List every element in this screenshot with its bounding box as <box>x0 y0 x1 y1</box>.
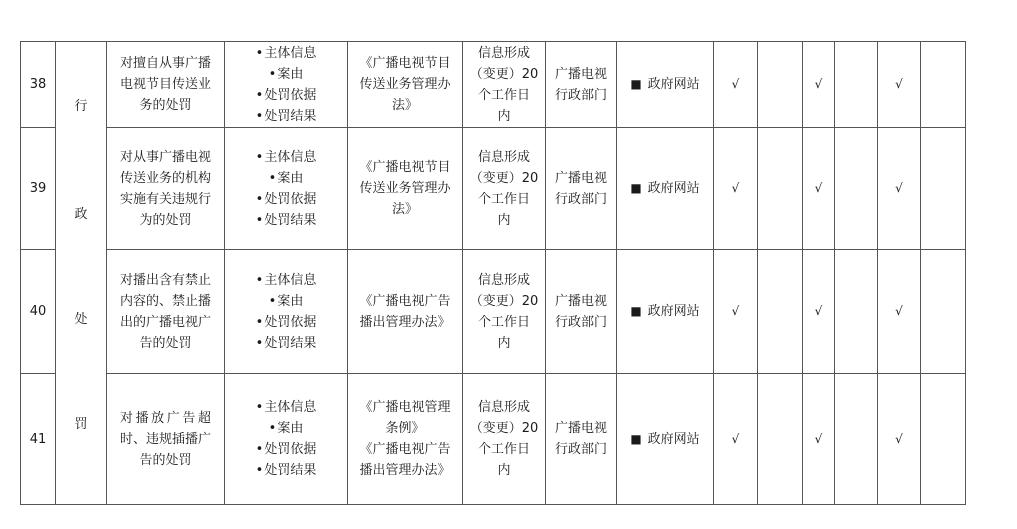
channel-text: 政府网站 <box>647 431 700 447</box>
channel-text: 政府网站 <box>647 77 700 92</box>
channel-cell <box>617 42 714 128</box>
content-item: 案由 <box>277 66 304 82</box>
item-line: 出的广播电视广 <box>119 314 211 330</box>
content-bullet <box>225 106 347 127</box>
dept-cell <box>546 42 617 128</box>
dept-line: 行政部门 <box>554 442 607 457</box>
category-char: 行 <box>74 99 88 114</box>
time-line: 内 <box>497 108 511 124</box>
time-line: （变更）20 <box>469 293 539 309</box>
channel-text: 政府网站 <box>647 181 700 196</box>
time-line: 个工作日 <box>477 442 530 457</box>
content-item: 处罚结果 <box>264 463 317 478</box>
bullet-icon: • <box>255 463 264 478</box>
bullet-icon: • <box>268 66 277 82</box>
content-bullet <box>225 43 347 64</box>
time-cell <box>463 374 546 505</box>
time-line: （变更）20 <box>469 66 539 82</box>
basis-line: 法》 <box>391 202 418 217</box>
row-number: 39 <box>21 128 56 250</box>
empty-mark-cell <box>758 128 803 250</box>
basis-line: 法》 <box>391 98 418 113</box>
check-mark-cell: √ <box>803 374 835 505</box>
check-mark-cell: √ <box>878 250 921 374</box>
dept-line: 广播电视 <box>554 293 607 309</box>
content-bullet <box>225 270 347 291</box>
time-cell <box>463 42 546 128</box>
content-bullet <box>225 168 347 189</box>
item-line: 为的处罚 <box>139 212 192 228</box>
bullet-icon: • <box>255 149 264 165</box>
content-item: 主体信息 <box>264 45 317 61</box>
channel-cell <box>617 128 714 250</box>
channel-label <box>630 432 699 447</box>
basis-line: 《广播电视节目 <box>359 160 451 175</box>
item-line: 电视节目传送业 <box>119 77 211 92</box>
empty-mark-cell <box>758 42 803 128</box>
content-bullet <box>225 312 347 333</box>
content-item: 案由 <box>277 170 304 186</box>
item-line: 对播放广告超 <box>119 410 211 426</box>
square-bullet-icon: ■ <box>630 181 642 195</box>
content-item: 处罚结果 <box>264 335 317 351</box>
content-item: 案由 <box>277 293 304 309</box>
empty-mark-cell <box>921 250 966 374</box>
content-cell <box>225 128 348 250</box>
item-cell <box>107 128 225 250</box>
time-cell <box>463 250 546 374</box>
basis-cell <box>348 128 463 250</box>
channel-label <box>630 181 699 196</box>
dept-cell <box>546 374 617 505</box>
category-cell <box>56 42 107 505</box>
content-cell <box>225 374 348 505</box>
content-bullet <box>225 147 347 168</box>
content-bullet <box>225 64 347 85</box>
content-bullet <box>225 397 347 418</box>
row-number: 41 <box>21 374 56 505</box>
row-number: 38 <box>21 42 56 128</box>
basis-line: 《广播电视广告 <box>359 293 451 309</box>
bullet-icon: • <box>268 293 277 309</box>
bullet-icon: • <box>255 335 264 351</box>
channel-cell <box>617 374 714 505</box>
item-line: 传送业务的机构 <box>119 170 211 186</box>
channel-label <box>630 304 699 319</box>
table-row <box>21 250 966 374</box>
content-item: 主体信息 <box>264 272 317 288</box>
empty-mark-cell <box>835 374 878 505</box>
content-item: 案由 <box>277 421 304 436</box>
check-mark-cell: √ <box>803 128 835 250</box>
empty-mark-cell <box>758 250 803 374</box>
basis-line: 播出管理办法》 <box>359 463 451 478</box>
content-bullet <box>225 418 347 439</box>
bullet-icon: • <box>255 272 264 288</box>
channel-text: 政府网站 <box>647 304 700 319</box>
content-item: 处罚依据 <box>264 314 317 330</box>
time-line: 信息形成 <box>477 272 530 288</box>
item-line: 告的处罚 <box>139 452 192 468</box>
item-line: 务的处罚 <box>139 98 192 113</box>
check-mark-cell: √ <box>878 42 921 128</box>
dept-cell <box>546 250 617 374</box>
dept-line: 广播电视 <box>554 170 607 186</box>
basis-line: 传送业务管理办 <box>359 181 451 196</box>
bullet-icon: • <box>268 421 277 436</box>
time-line: 个工作日 <box>477 191 530 207</box>
item-line: 对播出含有禁止 <box>119 272 211 288</box>
basis-line: 《广播电视广告 <box>359 442 451 457</box>
item-line: 对擅自从事广播 <box>119 56 211 71</box>
time-line: 信息形成 <box>477 149 530 165</box>
check-mark-cell: √ <box>878 128 921 250</box>
check-mark-cell: √ <box>714 42 758 128</box>
table-body <box>21 42 966 505</box>
content-bullet <box>225 210 347 231</box>
content-item: 处罚依据 <box>264 191 317 207</box>
bullet-icon: • <box>255 400 264 415</box>
empty-mark-cell <box>758 374 803 505</box>
time-line: 信息形成 <box>477 400 530 415</box>
item-line: 内容的、禁止播 <box>119 293 211 309</box>
content-item: 处罚结果 <box>264 108 317 124</box>
row-number: 40 <box>21 250 56 374</box>
empty-mark-cell <box>921 374 966 505</box>
dept-line: 广播电视 <box>554 66 607 82</box>
dept-line: 行政部门 <box>554 191 607 207</box>
basis-line: 传送业务管理办 <box>359 77 451 92</box>
bullet-icon: • <box>255 87 264 103</box>
empty-mark-cell <box>835 42 878 128</box>
content-cell <box>225 250 348 374</box>
item-line: 时、违规插播广 <box>119 431 211 447</box>
item-line: 告的处罚 <box>139 335 192 351</box>
time-line: 个工作日 <box>477 314 530 330</box>
bullet-icon: • <box>268 170 277 186</box>
dept-line: 行政部门 <box>554 314 607 330</box>
item-cell <box>107 250 225 374</box>
dept-line: 行政部门 <box>554 87 607 103</box>
time-line: （变更）20 <box>469 421 539 436</box>
bullet-icon: • <box>255 191 264 207</box>
table-row <box>21 374 966 505</box>
time-cell <box>463 128 546 250</box>
item-line: 对从事广播电视 <box>119 149 211 165</box>
channel-label <box>630 77 699 92</box>
content-item: 主体信息 <box>264 400 317 415</box>
check-mark-cell: √ <box>714 374 758 505</box>
channel-cell <box>617 250 714 374</box>
item-cell <box>107 42 225 128</box>
empty-mark-cell <box>835 128 878 250</box>
basis-line: 播出管理办法》 <box>359 314 451 330</box>
time-line: （变更）20 <box>469 170 539 186</box>
item-text <box>120 147 211 231</box>
item-text <box>120 408 211 471</box>
square-bullet-icon: ■ <box>630 77 642 91</box>
bullet-icon: • <box>255 212 264 228</box>
content-bullet <box>225 189 347 210</box>
content-bullet <box>225 333 347 354</box>
basis-cell <box>348 42 463 128</box>
time-line: 内 <box>497 463 511 478</box>
content-bullet <box>225 291 347 312</box>
time-line: 信息形成 <box>477 45 530 61</box>
basis-line: 条例》 <box>385 421 425 436</box>
empty-mark-cell <box>835 250 878 374</box>
bullet-icon: • <box>255 108 264 124</box>
content-cell <box>225 42 348 128</box>
check-mark-cell: √ <box>714 250 758 374</box>
check-mark-cell: √ <box>714 128 758 250</box>
dept-cell <box>546 128 617 250</box>
bullet-icon: • <box>255 442 264 457</box>
table-row <box>21 42 966 128</box>
basis-line: 《广播电视节目 <box>359 56 451 71</box>
time-line: 内 <box>497 212 511 228</box>
square-bullet-icon: ■ <box>630 304 642 318</box>
content-item: 主体信息 <box>264 149 317 165</box>
basis-line: 《广播电视管理 <box>359 400 451 415</box>
check-mark-cell: √ <box>878 374 921 505</box>
item-text <box>120 53 211 116</box>
dept-line: 广播电视 <box>554 421 607 436</box>
content-bullet <box>225 460 347 481</box>
content-item: 处罚依据 <box>264 442 317 457</box>
content-item: 处罚结果 <box>264 212 317 228</box>
category-char: 处 <box>74 312 88 327</box>
item-cell <box>107 374 225 505</box>
bullet-icon: • <box>255 314 264 330</box>
disclosure-table <box>20 41 966 505</box>
content-item: 处罚依据 <box>264 87 317 103</box>
item-line: 实施有关违规行 <box>119 191 211 207</box>
table-row <box>21 128 966 250</box>
category-char: 政 <box>74 207 88 222</box>
empty-mark-cell <box>921 42 966 128</box>
square-bullet-icon: ■ <box>630 431 642 446</box>
basis-cell <box>348 374 463 505</box>
content-bullet <box>225 85 347 106</box>
time-line: 个工作日 <box>477 87 530 103</box>
content-bullet <box>225 439 347 460</box>
category-char: 罚 <box>74 417 88 432</box>
empty-mark-cell <box>921 128 966 250</box>
check-mark-cell: √ <box>803 250 835 374</box>
time-line: 内 <box>497 335 511 351</box>
check-mark-cell: √ <box>803 42 835 128</box>
bullet-icon: • <box>255 45 264 61</box>
item-text <box>120 270 211 354</box>
basis-cell <box>348 250 463 374</box>
